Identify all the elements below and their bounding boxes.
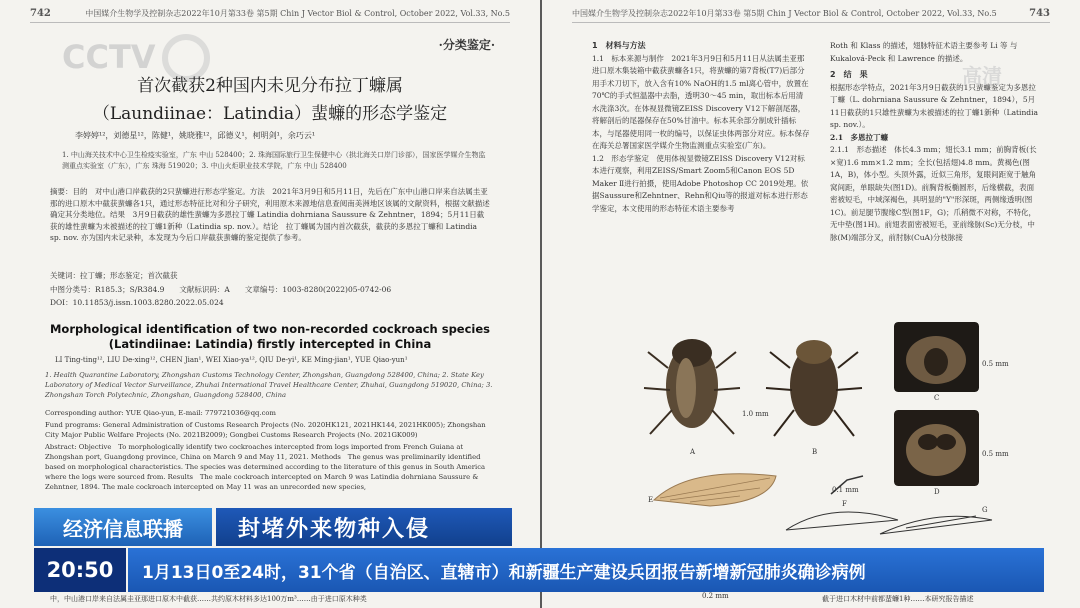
title-en xyxy=(30,322,510,352)
methods-para-1: 1.1 标本来源与制作 2021年3月9日和5月11日从法属圭亚那进口原木集装箱中截获蜚蠊各1只，将蜚蠊的第7背板(T7)后部分用手术刀切下，放入含有10% NaOH的1.5 ml离心管中，放置在70℃的手式恒温器中去脂，透明30～45 min，取出标本后用清水洗涤3次。在体视显微镜ZEISS Discovery V12下解剖尾器，将解剖后的尾器保存在50%甘油中。标本其余部分制成针插标本，与尾器使用同一枚的编号，以保证虫体两部分对应。标本保存在海关总署国家医学媒介生物监测重点实验室(广东)。 xyxy=(592,53,810,150)
leg-drawing xyxy=(827,470,867,500)
left-page-header xyxy=(30,8,510,23)
left-page-number: 742 xyxy=(30,8,51,19)
right-column-1 xyxy=(592,40,810,215)
program-name: 经济信息联播 xyxy=(34,508,212,546)
results-para-1: 根据形态学特点，2021年3月9日截获的1只蜚蠊鉴定为多恩拉丁蠊（L. dohrniana Saussure & Zehntner，1894），5月11日截获的1只雄性蜚蠊为未被描述的拉丁蠊1新种（Latindia sp. nov.）。 xyxy=(830,82,1038,129)
methods-heading: 1 材料与方法 xyxy=(592,41,646,50)
fig-label-a: A xyxy=(690,448,696,456)
fig-label-c: C xyxy=(934,394,940,402)
specimen-photo-a xyxy=(642,318,742,448)
methods-para-2: 1.2 形态学鉴定 使用体视显微镜ZEISS Discovery V12对标本进行观察，利用ZEISS/Smart Zoom5和Canon EOS 5D Maker Ⅱ进行拍摄，使用Adobe Photoshop CC 2019处理。依据Saussure和Zehntner、Rehn和Qiu等的报道对标本进行形态学鉴定，本文使用的形态特征术语主要参考 xyxy=(592,153,809,213)
keywords-cn: 关键词：拉丁蠊；形态鉴定；首次截获 xyxy=(50,271,178,280)
scale-label-5: 0.2 mm xyxy=(702,592,729,600)
left-header-text: 中国媒介生物学及控制杂志2022年10月第33卷 第5期 Chin J Vector Biol & Control, October 2022, Vol.33, No.5 xyxy=(85,9,510,18)
fig-label-e: E xyxy=(648,496,654,504)
fig-label-f: F xyxy=(842,500,847,508)
right-page-number: 743 xyxy=(1029,8,1050,19)
corresponding-author: Corresponding author: YUE Qiao-yun, E-mail: 779721036@qq.com xyxy=(45,409,276,417)
title-en-line1: Morphological identification of two non-recorded cockroach species xyxy=(49,322,490,336)
left-bottom-text: 中，中山港口岸来自法属圭亚那进口原木中截获……共约原木材料多达100万m³……由于进口原木种类 xyxy=(50,595,367,603)
news-ticker-bar xyxy=(34,548,1044,592)
wing-photo-e xyxy=(650,462,780,510)
fig-label-g: G xyxy=(982,506,988,514)
results-subheading: 2.1 多恩拉丁蠊 xyxy=(830,132,889,142)
specimen-photo-c xyxy=(894,322,979,392)
title-cn xyxy=(0,72,540,128)
right-column-2 xyxy=(830,40,1038,270)
fig-label-d: D xyxy=(934,488,940,496)
broadcast-clock: 20:50 xyxy=(34,548,126,592)
scale-label-2: 0.1 mm xyxy=(832,486,859,494)
results-heading: 2 结 果 xyxy=(830,70,868,79)
title-en-line2: (Latindiinae: Latindia) firstly intercepted in China xyxy=(108,337,432,351)
news-ticker: 1月13日0至24时，31个省（自治区、直辖市）和新疆生产建设兵团报告新增新冠肺炎确诊病例 xyxy=(128,548,1044,592)
authors-cn: 李婷婷¹²，刘德星¹²，陈健¹，姚晓雅¹²，邱德义¹，柯明剑¹，余巧云¹ xyxy=(75,131,316,140)
cctv-logo-text: CCTV xyxy=(62,38,156,76)
title-cn-line2: （Laundiinae：Latindia）蜚蠊的形态学鉴定 xyxy=(92,104,448,124)
specimen-photo-b xyxy=(764,318,864,448)
fig-label-b: B xyxy=(812,448,818,456)
abstract-en: Abstract: Objective To morphologically identify two cockroaches intercepted from logs imported from French Guiana at Zhongshan port, Guangdong province, China on March 9 and May 11, 2021. Methods The genus was preliminarily identified based on morphological characteristics. The species was determined according to the literature of this genus in South America where the logs were sourced from. Results The male cockroach intercepted on March 9 was Latindia dohrniana Saussure & Zehntner, 1894. The male cockroach intercepted on May 11 was an unrecorded new species, xyxy=(45,443,486,491)
results-para-2: 2.1.1 形态描述 体长4.3 mm；翅长3.1 mm；前胸背板(长×宽)1.6 mm×1.2 mm；全长(包括翅)4.8 mm。黄褐色(图1A，B)，体小型。头顶外露，近似三角形，复眼间距宽于触角窝间距，单眼缺失(图1D)。前胸背板椭圆形，后缘横截，表面密被短毛，中域深褐色，具明显的"Y"形深斑，两侧缘透明(图1C)。前足腿节腹缘C型(图1F，G)；爪稍微不对称，不特化，无中垫(图1H)。前翅表面密被短毛，亚前缘脉(Sc)无分枝，中脉(M)端部分叉，前肘脉(CuA)分枝脉接 xyxy=(830,145,1037,242)
right-page-header xyxy=(572,8,1050,23)
right-header-text: 中国媒介生物学及控制杂志2022年10月第33卷 第5期 Chin J Vector Biol & Control, October 2022, Vol.33, No.5 xyxy=(572,9,997,18)
news-topic: 封堵外来物种入侵 xyxy=(216,508,512,546)
section-label: ·分类鉴定· xyxy=(438,38,495,52)
affiliations-en: 1. Health Quarantine Laboratory, Zhongshan Customs Technology Center, Zhongshan, Guangdong 528400, China; 2. State Key Laboratory of Medical Vector Surveillance, Zhuhai International Travel Healthcare Center, Zhuhai, Guangdong 519020, China; 3. Zhongshan Torch Polytechnic, Zhongshan, Guangdong 528400, China xyxy=(45,371,493,399)
authors-en: LI Ting-ting¹², LIU De-xing¹², CHEN Jian¹, WEI Xiao-ya¹², QIU De-yi¹, KE Ming-jian¹, YUE Qiao-yun¹ xyxy=(55,356,408,364)
results-intro: Roth 和 Klass 的描述，翅脉特征术语主要参考 Li 等 与 Kukalová-Peck 和 Lawrence 的描述。 xyxy=(830,41,1018,63)
scale-label-4: 0.5 mm xyxy=(982,450,1009,458)
specimen-photo-d xyxy=(894,410,979,486)
news-lower-third xyxy=(34,508,1044,546)
right-bottom-text: 截于进口木材中前都蜚蠊1种……本研究报告描述 xyxy=(822,595,974,603)
fund-programs: Fund programs: General Administration of Customs Research Projects (No. 2020HK121, 2021HK144, 2021HK005); Zhongshan City Major Public Welfare Projects (No. 2021B2009); Gongbei Customs Research Projects (No. 2021GK009) xyxy=(45,421,486,439)
abstract-cn: 摘要：目的 对中山港口岸截获的2只蜚蠊进行形态学鉴定。方法 2021年3月9日和5月11日，先后在广东中山港口岸来自法属圭亚那的进口原木中截获蜚蠊各1只，通过形态特征比对和分子研究，利用原木来源地信息查阅南美洲地区该属的文献资料，根据文献描述确定其分类地位。结果 3月9日截获的雄性蜚蠊为多恩拉丁蠊 Latindia dohrniana Saussure & Zehntner，1894；5月11日截获的雄性蜚蠊为未被描述的拉丁蠊1新种（Latindia sp. nov.）。结论 拉丁蠊属为国内首次截获，截获的多恩拉丁蠊和 Latindia sp. nov. 亦为国内未记录种，本发现为今后口岸截获蜚蠊的鉴定提供了参考。 xyxy=(50,187,490,242)
affiliations-cn: 1. 中山海关技术中心卫生检疫实验室，广东 中山 528400；2. 珠海国际旅行卫生保健中心（拱北海关口岸门诊部），国家医学媒介生物监测重点实验室（广东），广东 珠海 519020；3. 中山火炬职业技术学院，广东 中山 528400 xyxy=(62,151,486,170)
hd-watermark: 高清 xyxy=(962,64,1002,88)
scale-label-3: 0.5 mm xyxy=(982,360,1009,368)
classification: 中图分类号：R185.3；S/R384.9 文献标识码：A 文章编号：1003-8280(2022)05-0742-06 xyxy=(50,285,392,294)
doi: DOI：10.11853/j.issn.1003.8280.2022.05.024 xyxy=(50,298,224,307)
title-cn-line1: 首次截获2种国内未见分布拉丁蠊属 xyxy=(137,76,403,96)
scale-label-1: 1.0 mm xyxy=(742,410,769,418)
